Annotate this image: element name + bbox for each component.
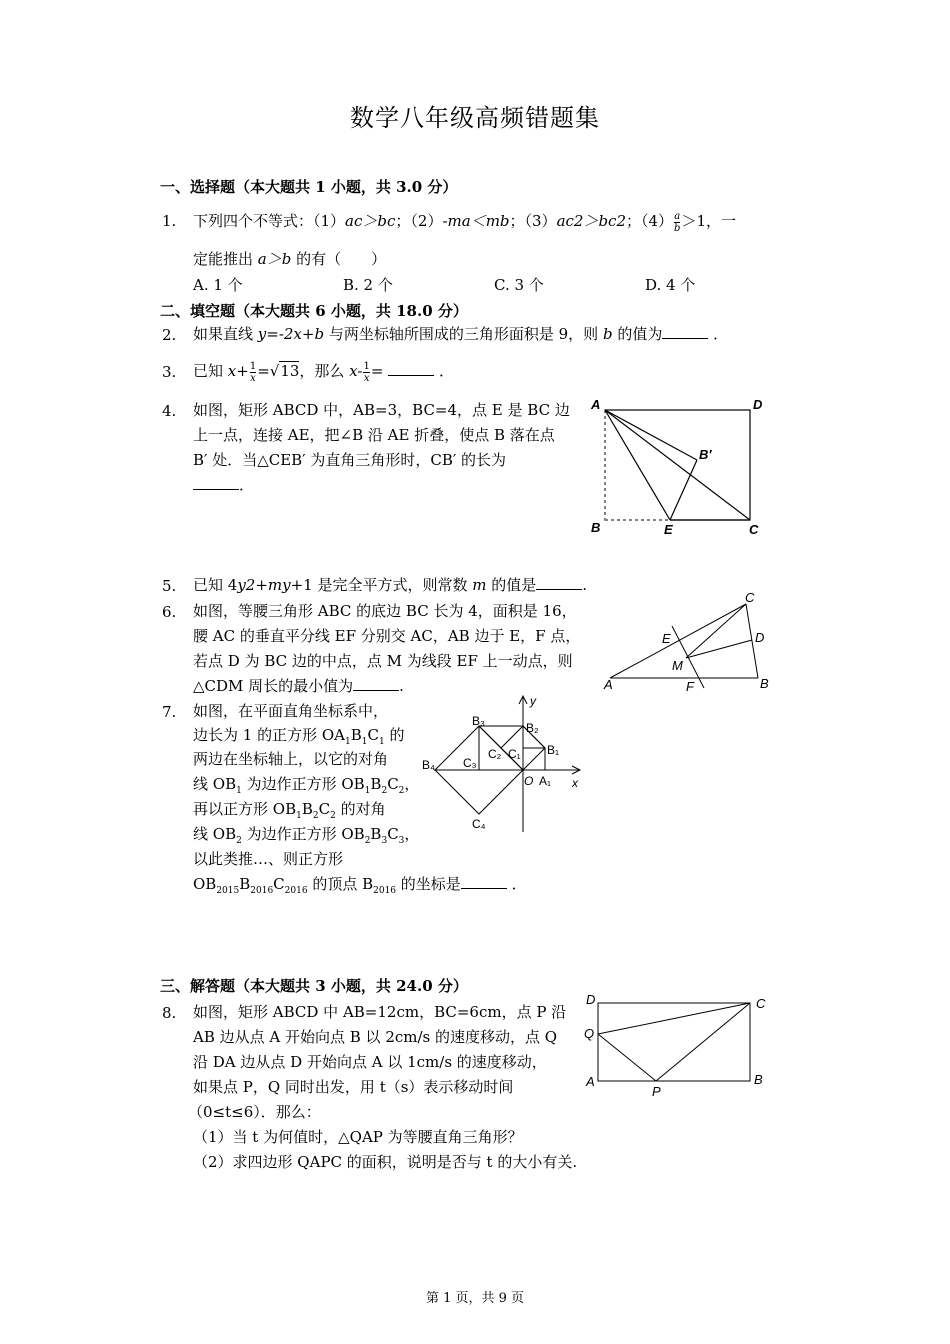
question-number: 6. [162, 603, 177, 621]
label-D: D [755, 630, 765, 645]
question-7-line-3: 两边在坐标轴上，以它的对角 [193, 750, 389, 768]
label-A: A [591, 397, 601, 412]
answer-blank[interactable] [193, 477, 239, 490]
label-B-prime: B′ [699, 447, 712, 462]
question-5-text: 已知 4y2+my+1 是完全平方式，则常数 m 的值是 . [193, 576, 588, 594]
rectangle-moving-points-figure [580, 990, 780, 1100]
answer-blank[interactable] [388, 363, 434, 376]
answer-blank[interactable] [536, 577, 582, 590]
label-B3: B₃ [472, 714, 485, 728]
question-6-line-1: 如图，等腰三角形 ABC 的底边 BC 长为 4，面积是 16， [193, 602, 577, 620]
question-8-line-3: 沿 DA 边从点 D 开始向点 A 以 1cm/s 的速度移动， [193, 1053, 547, 1071]
question-7-line-8: $OB_{2015}B_{2016}C_{2016}$ 的顶点 $B_{2016}$ 的坐标是 ． [193, 875, 527, 896]
question-number: 8. [162, 1004, 177, 1022]
isosceles-triangle-figure [598, 590, 778, 695]
label-B1: B₁ [547, 743, 560, 757]
label-O: O [524, 774, 534, 788]
question-6-line-4: △CDM 周长的最小值为 . [193, 677, 404, 695]
question-8-line-1: 如图，矩形 ABCD 中 AB=12cm，BC=6cm，点 P 沿 [193, 1003, 567, 1021]
option-a[interactable]: A. 1 个 [193, 276, 243, 294]
option-b[interactable]: B. 2 个 [343, 276, 393, 294]
question-7-line-6: 线 $OB_2$ 为边作正方形 $OB_2B_3C_3$， [193, 825, 420, 846]
label-C3: C₃ [463, 756, 477, 770]
question-7-line-1: 如图，在平面直角坐标系中， [193, 702, 389, 720]
label-M: M [672, 658, 683, 673]
question-number: 2. [162, 326, 177, 344]
question-8-part-2: （2）求四边形 QAPC 的面积，说明是否与 t 的大小有关. [193, 1153, 578, 1171]
coordinate-squares-figure [420, 692, 590, 837]
page-title: 数学八年级高频错题集 [350, 104, 600, 132]
label-A: A [604, 677, 613, 692]
question-number: 4. [162, 402, 177, 420]
question-number: 7. [162, 703, 177, 721]
question-1-line-1: 下列四个不等式：（1）ac＞bc；（2）-ma＜mb；（3）ac2＞bc2；（4） $\frac{a}{b}$ ＞1，一 [193, 210, 736, 234]
label-C: C [749, 522, 759, 537]
section-heading-choice: 一、选择题（本大题共 1 小题，共 3.0 分） [160, 178, 458, 196]
label-B: B [591, 520, 601, 535]
question-4-line-4: ． [193, 472, 254, 498]
option-c[interactable]: C. 3 个 [494, 276, 544, 294]
question-7-line-4: 线 $OB_1$ 为边作正方形 $OB_1B_2C_2$， [193, 775, 420, 796]
answer-blank[interactable] [461, 876, 507, 889]
question-8-line-2: AB 边从点 A 开始向点 B 以 2cm/s 的速度移动，点 Q [193, 1028, 558, 1046]
question-7-line-7: 以此类推…、则正方形 [193, 850, 344, 868]
answer-blank[interactable] [662, 326, 708, 339]
label-A: A [586, 1074, 595, 1089]
question-4-line-1: 如图，矩形 ABCD 中，AB=3，BC=4，点 E 是 BC 边 [193, 401, 570, 419]
option-d[interactable]: D. 4 个 [645, 276, 696, 294]
rectangle-fold-figure [585, 390, 775, 542]
label-B4: B₄ [422, 758, 435, 772]
question-8-part-1: （1）当 t 为何值时，△QAP 为等腰直角三角形？ [193, 1128, 523, 1146]
question-2-text: 如果直线 y=-2x+b 与两坐标轴所围成的三角形面积是 9，则 b 的值为 ． [193, 325, 729, 343]
label-B2: B₂ [526, 721, 539, 735]
label-E: E [664, 522, 673, 537]
label-Q: Q [584, 1026, 595, 1041]
label-C4: C₄ [472, 817, 486, 831]
question-number: 1. [162, 212, 177, 230]
label-E: E [662, 631, 671, 646]
label-C2: C₂ [488, 747, 502, 761]
axis-x-label: x [572, 776, 578, 790]
label-D: D [586, 992, 596, 1007]
label-B: B [754, 1072, 763, 1087]
label-D: D [753, 397, 763, 412]
label-C: C [745, 590, 755, 605]
answer-blank[interactable] [353, 678, 399, 691]
section-heading-fill: 二、填空题（本大题共 6 小题，共 18.0 分） [160, 302, 468, 320]
axis-y-label: y [530, 694, 536, 708]
question-number: 3. [162, 363, 177, 381]
page-footer: 第 1 页，共 9 页 [425, 1291, 525, 1306]
label-C: C [756, 996, 766, 1011]
question-7-line-2: 边长为 1 的正方形 $OA_1B_1C_1$ 的 [193, 726, 405, 747]
label-A1: A₁ [539, 774, 552, 788]
question-4-line-3: B′ 处．当△CEB′ 为直角三角形时，CB′ 的长为 [193, 451, 507, 469]
label-B: B [760, 676, 769, 691]
question-6-line-2: 腰 AC 的垂直平分线 EF 分别交 AC，AB 边于 E，F 点， [193, 627, 581, 645]
question-6-line-3: 若点 D 为 BC 边的中点，点 M 为线段 EF 上一动点，则 [193, 652, 573, 670]
label-P: P [652, 1084, 661, 1099]
question-4-line-2: 上一点，连接 AE，把∠B 沿 AE 折叠，使点 B 落在点 [193, 426, 555, 444]
label-C1: C₁ [508, 747, 521, 761]
label-F: F [686, 679, 694, 694]
question-1-line-2: 定能推出 a＞b 的有（ ） [193, 250, 387, 268]
question-3-text: 已知 x+ $\frac{1}{x}$ =√13，那么 x- $\frac{1}{x}$ = ． [193, 360, 454, 384]
question-8-line-5: （0≤t≤6）．那么： [188, 1103, 321, 1121]
section-heading-answer: 三、解答题（本大题共 3 小题，共 24.0 分） [160, 977, 468, 995]
question-number: 5. [162, 577, 177, 595]
question-7-line-5: 再以正方形 $OB_1B_2C_2$ 的对角 [193, 800, 386, 821]
question-8-line-4: 如果点 P，Q 同时出发，用 t（s）表示移动时间 [193, 1078, 514, 1096]
